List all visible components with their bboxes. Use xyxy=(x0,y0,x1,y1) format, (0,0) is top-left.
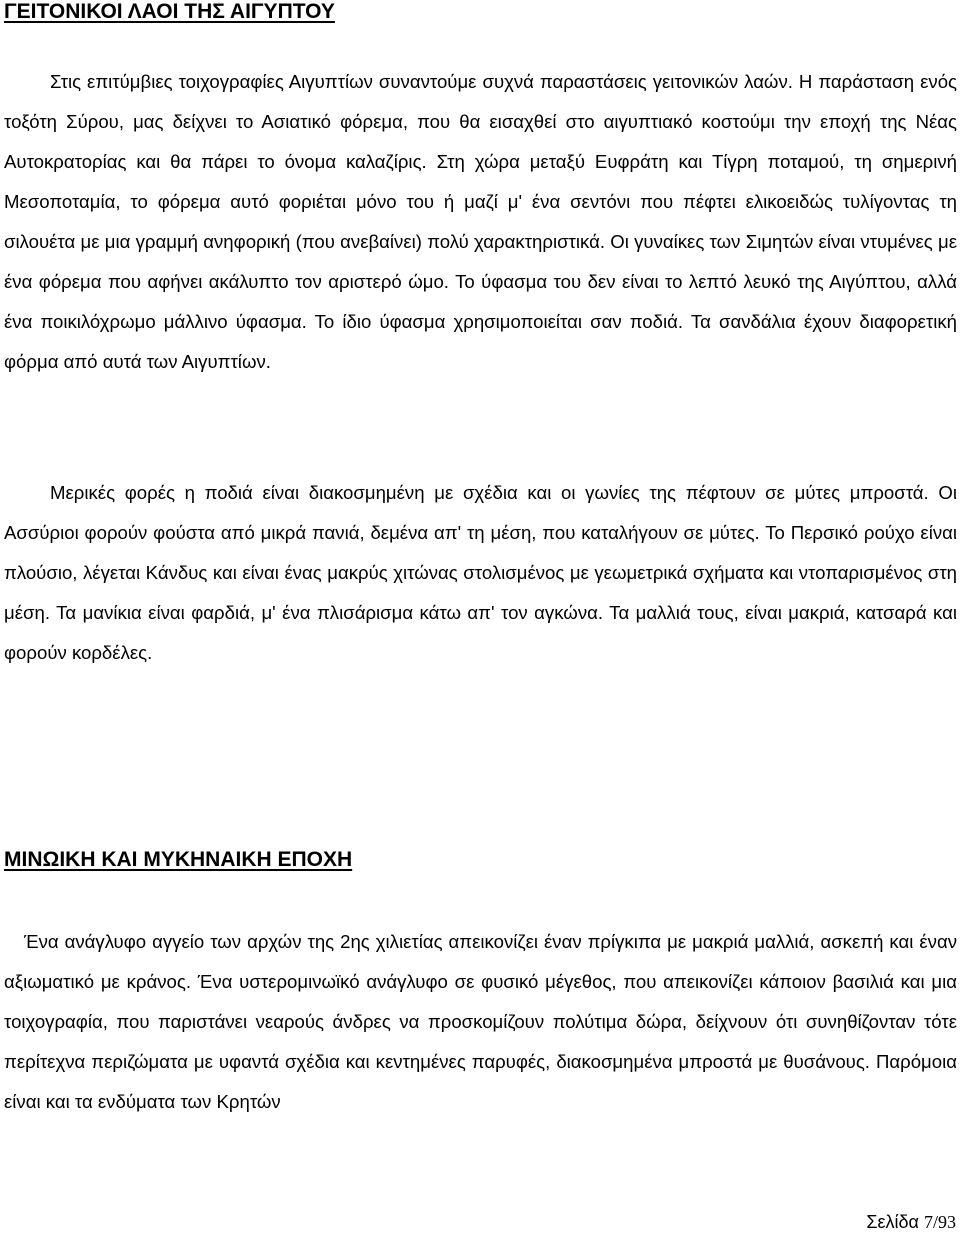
page-footer xyxy=(866,1212,956,1233)
page-number: 7/93 xyxy=(923,1212,956,1232)
paragraph: Στις επιτύμβιες τοιχογραφίες Αιγυπτίων συναντούμε συχνά παραστάσεις γειτονικών λαών. Η παράσταση ενός τοξότη Σύρου, μας δείχνει το Ασιατικό φόρεμα, που θα εισαχθεί στο αιγυπτιακό κοστούμι την εποχή της Νέας Αυτοκρατορίας και θα πάρει το όνομα καλαζίρις. Στη χώρα μεταξύ Ευφράτη και Τίγρη ποταμού, τη σημερινή Μεσοποταμία, το φόρεμα αυτό φοριέται μόνο του ή μαζί μ' ένα σεντόνι που πέφτει ελικοειδώς τυλίγοντας τη σιλουέτα με μια γραμμή ανηφορική (που ανεβαίνει) πολύ χαρακτηριστικά. Οι γυναίκες των Σιμητών είναι ντυμένες με ένα φόρεμα που αφήνει ακάλυπτο τον αριστερό ώμο. Το ύφασμα του δεν είναι το λεπτό λευκό της Αιγύπτου, αλλά ένα ποικιλόχρωμο μάλλινο ύφασμα. Το ίδιο ύφασμα χρησιμοποιείται σαν ποδιά. Τα σανδάλια έχουν διαφορετική φόρμα από αυτά των Αιγυπτίων. xyxy=(4,71,957,372)
page-label: Σελίδα xyxy=(866,1212,919,1232)
section-heading-neighboring-peoples: ΓΕΙΤΟΝΙΚΟΙ ΛΑΟΙ ΤΗΣ ΑΙΓΥΠΤΟΥ xyxy=(4,0,335,23)
section-heading-minoan-mycenaean: ΜΙΝΩΙΚΗ ΚΑΙ ΜΥΚΗΝΑΙΚΗ ΕΠΟΧΗ xyxy=(4,848,353,871)
paragraph: Ένα ανάγλυφο αγγείο των αρχών της 2ης χιλιετίας απεικονίζει έναν πρίγκιπα με μακριά μαλλιά, ασκεπή και έναν αξιωματικό με κράνος. Ένα υστερομινωϊκό ανάγλυφο σε φυσικό μέγεθος, που απεικονίζει κάποιον βασιλιά και μια τοιχογραφία, που παριστάνει νεαρούς άνδρες να προσκομίζουν πολύτιμα δώρα, δείχνουν ότι συνηθίζονταν τότε περίτεχνα περιζώματα με υφαντά σχέδια και κεντημένες παρυφές, διακοσμημένα μπροστά με θυσάνους. Παρόμοια είναι και τα ενδύματα των Κρητών xyxy=(4,931,957,1112)
paragraph: Μερικές φορές η ποδιά είναι διακοσμημένη με σχέδια και οι γωνίες της πέφτουν σε μύτες μπροστά. Οι Ασσύριοι φορούν φούστα από μικρά πανιά, δεμένα απ' τη μέση, που καταλήγουν σε μύτες. Το Περσικό ρούχο είναι πλούσιο, λέγεται Κάνδυς και είναι ένας μακρύς χιτώνας στολισμένος με γεωμετρικά σχήματα και ντοπαρισμένος στη μέση. Τα μανίκια είναι φαρδιά, μ' ένα πλισάρισμα κάτω απ' τον αγκώνα. Τα μαλλιά τους, είναι μακριά, κατσαρά και φορούν κορδέλες. xyxy=(4,482,957,663)
